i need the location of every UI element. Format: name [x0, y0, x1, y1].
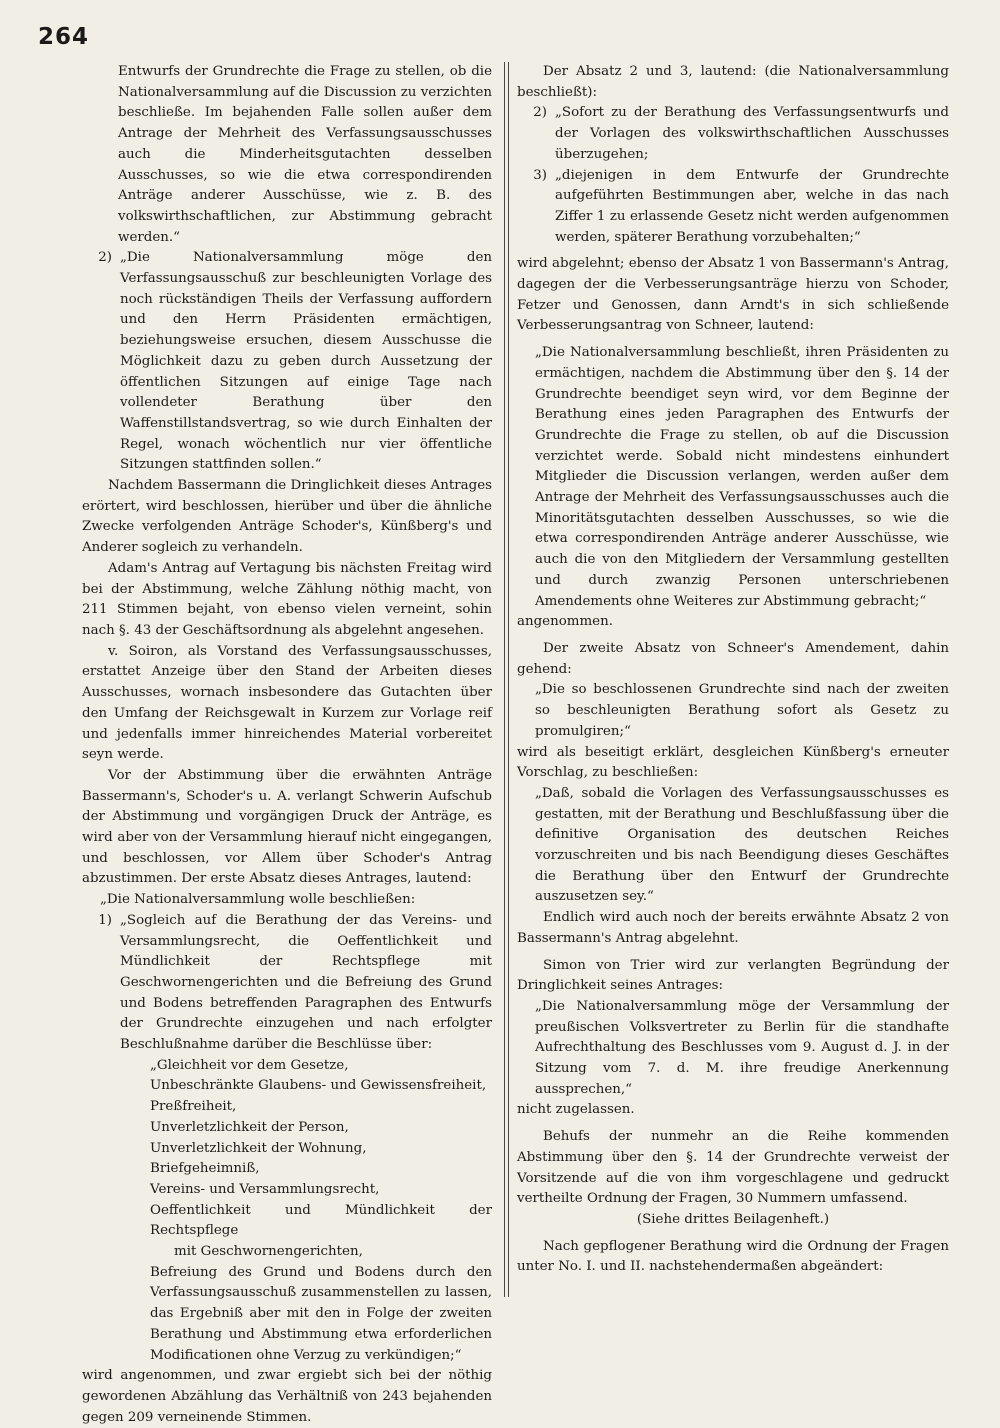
numbered-item	[82, 911, 492, 1056]
item-text: „diejenigen in dem Entwurfe der Grundrechte aufgeführten Bestimmungen aber, welche in das nach Ziffer 1 zu erlassende Gesetz nicht werden aufgenommen werden, späterer Berathung vorzubehalten;“	[555, 167, 949, 245]
paragraph: Der zweite Absatz von Schneer's Amendement, dahin gehend:	[517, 640, 949, 677]
paragraph: Entwurfs der Grundrechte die Frage zu stellen, ob die Nationalversammlung auf die Discussion zu verzichten beschließe. Im bejahenden Falle sollen außer dem Antrage der Mehrheit des Verfassungsausschusses auch die Minderheitsgutachten desselben Ausschusses, so wie die etwa correspondirenden Anträge anderer Ausschüsse, wie z. B. des volkswirthschaftlichen, zur Abstimmung gebracht werden.“	[118, 64, 492, 245]
paragraph: wird abgelehnt; ebenso der Absatz 1 von Bassermann's Antrag, dagegen der die Verbesserungsanträge hierzu von Schoder, Fetzer und Genossen, dann Arndt's in sich schließende Verbesserungsantrag von Schneer, lautend:	[517, 256, 949, 334]
quote: „Die Nationalversammlung wolle beschließen:	[100, 892, 416, 908]
list-item: Befreiung des Grund und Bodens durch den Verfassungsausschuß zusammenstellen zu lassen, das Ergebniß aber mit den in Folge der zweiten Berathung und Abstimmung etwa erforderlichen Modificationen ohne Verzug zu verkündigen;“	[150, 1264, 492, 1363]
quote: „Daß, sobald die Vorlagen des Verfassungsausschusses es gestatten, mit der Berathung und Beschlußfassung über die definitive Organisation des deutschen Reiches vorzuschreiten und bis nach Beendigung dieses Geschäftes die Berathung über den Entwurf der Grundrechte auszusetzen sey.“	[535, 785, 949, 905]
note: (Siehe drittes Beilagenheft.)	[636, 1211, 830, 1227]
numbered-item	[517, 103, 949, 165]
paragraph: Vor der Abstimmung über die erwähnten Anträge Bassermann's, Schoder's u. A. verlangt Schwerin Aufschub der Abstimmung und vorgängigen Druck der Anträge, es wird aber von der Versammlung hierauf nicht eingegangen, und beschlossen, vor Allem über Schoder's Antrag abzustimmen. Der erste Absatz dieses Antrages, lautend:	[82, 767, 492, 887]
list-item: Unverletzlichkeit der Person,	[150, 1119, 349, 1135]
paragraph: wird angenommen, und zwar ergiebt sich bei der nöthig gewordenen Abzählung das Verhältniß von 243 bejahenden gegen 209 verneinende Stimmen.	[82, 1368, 492, 1425]
list-item: „Gleichheit vor dem Gesetze,	[150, 1057, 349, 1073]
numbered-item	[82, 248, 492, 476]
numbered-item	[517, 166, 949, 249]
paragraph: Adam's Antrag auf Vertagung bis nächsten Freitag wird bei der Abstimmung, welche Zählung nöthig macht, von 211 Stimmen bejaht, von ebenso vielen verneint, sohin nach §. 43 der Geschäftsordnung als abgelehnt angesehen.	[82, 560, 492, 638]
item-text: „Sogleich auf die Berathung der das Vereins- und Versammlungsrecht, die Oeffentlichkeit und Mündlichkeit der Rechtspflege mit Geschwornengerichten und die Befreiung des Grund und Bodens betreffenden Paragraphen des Entwurfs der Grundrechte einzugehen und nach erfolgter Beschlußnahme darüber die Beschlüsse über:	[120, 912, 492, 1053]
right-column	[517, 62, 949, 1278]
list-item: Unverletzlichkeit der Wohnung,	[150, 1140, 367, 1156]
paragraph: angenommen.	[517, 614, 613, 630]
paragraph: v. Soiron, als Vorstand des Verfassungsausschusses, erstattet Anzeige über den Stand der Arbeiten dieses Ausschusses, wornach insbesondere das Gutachten über den Umfang der Reichsgewalt in Kurzem zur Vorlage reif und jedenfalls immer hinreichendes Material vorbereitet seyn werde.	[82, 643, 492, 763]
list-item: Preßfreiheit,	[150, 1099, 237, 1115]
item-number: 2)	[98, 250, 112, 266]
item-number: 2)	[533, 105, 547, 121]
quote: „Die so beschlossenen Grundrechte sind nach der zweiten so beschleunigten Berathung sofort als Gesetz zu promulgiren;“	[535, 682, 949, 739]
paragraph: nicht zugelassen.	[517, 1102, 635, 1118]
quote: „Die Nationalversammlung möge der Versammlung der preußischen Volksvertreter zu Berlin für die standhafte Aufrechthaltung des Beschlusses vom 9. August d. J. in der Sitzung vom 7. d. M. ihre freudige Anerkennung aussprechen,“	[535, 998, 949, 1097]
list-item: Vereins- und Versammlungsrecht,	[150, 1181, 380, 1197]
list-item: Unbeschränkte Glaubens- und Gewissensfreiheit,	[150, 1078, 487, 1094]
paragraph: Der Absatz 2 und 3, lautend: (die Nationalversammlung beschließt):	[517, 64, 949, 100]
paragraph: Nach gepflogener Berathung wird die Ordnung der Fragen unter No. I. und II. nachstehendermaßen abgeändert:	[517, 1238, 949, 1275]
column-divider-inner	[508, 62, 509, 1297]
page-number: 264	[38, 24, 90, 50]
rights-list	[82, 1056, 492, 1367]
paragraph: Nachdem Bassermann die Dringlichkeit dieses Antrages erörtert, wird beschlossen, hierüber und über die ähnliche Zwecke verfolgenden Anträge Schoder's, Künßberg's und Anderer sogleich zu verhandeln.	[82, 478, 492, 556]
paragraph: Endlich wird auch noch der bereits erwähnte Absatz 2 von Bassermann's Antrag abgelehnt.	[517, 910, 949, 946]
quote: „Die Nationalversammlung beschließt, ihren Präsidenten zu ermächtigen, nachdem die Abstimmung über den §. 14 der Grundrechte beendiget seyn wird, vor dem Beginne der Berathung eines jeden Paragraphen des Entwurfs der Grundrechte die Frage zu stellen, ob auf die Discussion verzichtet werde. Sobald nicht mindestens einhundert Mitglieder die Discussion verlangen, werden außer dem Antrage der Mehrheit des Verfassungsausschusses auch die Minoritätsgutachten desselben Ausschusses, so wie die etwa correspondirenden Anträge anderer Ausschüsse, wie auch die von den Mitgliedern der Versammlung gestellten und durch zwanzig Personen unterschriebenen Amendements ohne Weiteres zur Abstimmung gebracht;“	[535, 345, 949, 609]
paragraph: Behufs der nunmehr an die Reihe kommenden Abstimmung über den §. 14 der Grundrechte verweist der Vorsitzende auf die von ihm vorgeschlagene und gedruckt vertheilte Ordnung der Fragen, 30 Nummern umfassend.	[517, 1129, 949, 1207]
column-divider	[504, 62, 505, 1297]
list-item: Briefgeheimniß,	[150, 1161, 260, 1177]
paragraph: Simon von Trier wird zur verlangten Begründung der Dringlichkeit seines Antrages:	[517, 957, 949, 994]
left-column	[82, 62, 492, 1428]
item-number: 1)	[98, 912, 112, 928]
item-text: „Die Nationalversammlung möge den Verfassungsausschuß zur beschleunigten Vorlage des noch rückständigen Theils der Verfassung auffordern und den Herrn Präsidenten ermächtigen, beziehungsweise ersuchen, diesem Ausschusse die Möglichkeit dazu zu geben durch Aussetzung der öffentlichen Sitzungen auf einige Tage nach vollendeter Berathung über den Waffenstillstandsvertrag, so wie durch Einhalten der Regel, wonach wöchentlich nur vier öffentliche Sitzungen stattfinden sollen.“	[120, 250, 492, 473]
item-text: „Sofort zu der Berathung des Verfassungsentwurfs und der Vorlagen des volkswirthschaftlichen Ausschusses überzugehen;	[555, 105, 949, 162]
paragraph: wird als beseitigt erklärt, desgleichen Künßberg's erneuter Vorschlag, zu beschließen:	[517, 744, 949, 781]
item-number: 3)	[533, 167, 547, 183]
list-item: mit Geschwornengerichten,	[174, 1244, 363, 1260]
list-item: Oeffentlichkeit und Mündlichkeit der Rechtspflege	[150, 1202, 492, 1239]
